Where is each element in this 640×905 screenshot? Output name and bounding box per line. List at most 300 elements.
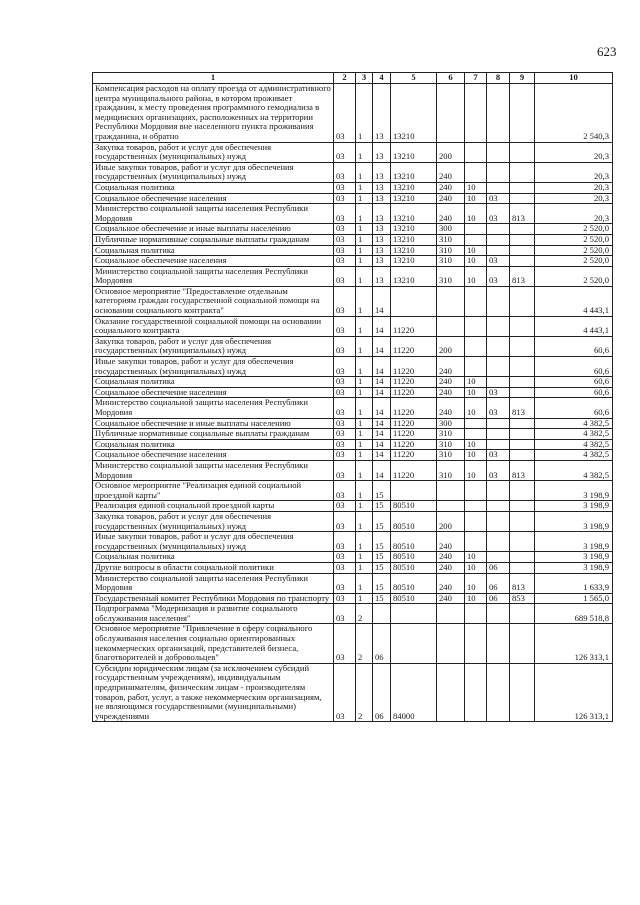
row-code-cell <box>487 286 510 316</box>
table-row <box>93 234 613 245</box>
table-row <box>93 604 613 624</box>
row-code-cell: 13210 <box>391 245 437 256</box>
row-name-cell: Закупка товаров, работ и услуг для обеспечения государственных (муниципальных) нужд <box>93 142 334 162</box>
row-code-cell: 03 <box>487 266 510 286</box>
row-code-cell: 10 <box>465 256 487 267</box>
row-code-cell: 06 <box>373 663 391 722</box>
row-amount-cell: 3 198,9 <box>535 511 613 531</box>
row-name-cell: Министерство социальной защиты населения Республики Мордовия <box>93 398 334 418</box>
row-amount-cell: 60,6 <box>535 377 613 388</box>
header-cell: 9 <box>510 73 535 84</box>
row-code-cell: 15 <box>373 593 391 604</box>
row-code-cell <box>510 142 535 162</box>
row-code-cell: 1 <box>356 387 373 398</box>
table-row <box>93 256 613 267</box>
row-amount-cell: 3 198,9 <box>535 501 613 512</box>
row-code-cell <box>437 481 465 501</box>
row-code-cell: 03 <box>334 286 356 316</box>
row-code-cell: 06 <box>373 624 391 663</box>
row-code-cell: 1 <box>356 562 373 573</box>
row-code-cell: 14 <box>373 387 391 398</box>
row-code-cell: 14 <box>373 316 391 336</box>
row-code-cell: 13210 <box>391 224 437 235</box>
table-row <box>93 182 613 193</box>
table-row <box>93 450 613 461</box>
row-code-cell: 14 <box>373 336 391 356</box>
row-code-cell: 1 <box>356 336 373 356</box>
row-code-cell: 15 <box>373 501 391 512</box>
table-row <box>93 266 613 286</box>
row-code-cell <box>391 604 437 624</box>
row-code-cell: 03 <box>334 439 356 450</box>
row-code-cell: 13210 <box>391 142 437 162</box>
row-amount-cell: 60,6 <box>535 387 613 398</box>
row-code-cell: 240 <box>437 387 465 398</box>
row-code-cell: 853 <box>510 593 535 604</box>
row-amount-cell: 4 382,5 <box>535 429 613 440</box>
row-code-cell: 10 <box>465 450 487 461</box>
row-code-cell: 14 <box>373 450 391 461</box>
row-code-cell: 80510 <box>391 562 437 573</box>
row-amount-cell: 60,6 <box>535 357 613 377</box>
row-name-cell: Социальная политика <box>93 439 334 450</box>
row-code-cell: 03 <box>487 204 510 224</box>
row-amount-cell: 60,6 <box>535 336 613 356</box>
row-code-cell <box>465 532 487 552</box>
row-code-cell: 1 <box>356 224 373 235</box>
row-name-cell: Компенсация расходов на оплату проезда от административного центра муниципального района, в котором проживает гражданин, к месту проведения программного гемодиализа в медицинских организациях, расположенных на территории Республики Мордовия вне населенного пункта проживания гражданина, и обратно <box>93 84 334 143</box>
table-row <box>93 357 613 377</box>
row-code-cell <box>510 234 535 245</box>
row-code-cell: 03 <box>334 256 356 267</box>
row-code-cell: 1 <box>356 501 373 512</box>
row-name-cell: Социальное обеспечение и иные выплаты населению <box>93 224 334 235</box>
row-code-cell: 10 <box>465 562 487 573</box>
row-name-cell: Основное мероприятие "Реализация единой социальной проездной карты" <box>93 481 334 501</box>
row-amount-cell: 20,3 <box>535 182 613 193</box>
row-amount-cell: 3 198,9 <box>535 552 613 563</box>
row-code-cell: 03 <box>334 182 356 193</box>
row-code-cell <box>487 481 510 501</box>
row-code-cell: 03 <box>334 357 356 377</box>
row-code-cell: 14 <box>373 429 391 440</box>
row-code-cell: 240 <box>437 532 465 552</box>
row-code-cell: 11220 <box>391 398 437 418</box>
row-code-cell: 03 <box>334 234 356 245</box>
row-code-cell <box>487 224 510 235</box>
row-code-cell: 03 <box>334 429 356 440</box>
row-code-cell: 310 <box>437 245 465 256</box>
row-code-cell: 03 <box>334 573 356 593</box>
row-code-cell: 03 <box>334 460 356 480</box>
row-code-cell: 03 <box>487 387 510 398</box>
row-code-cell: 1 <box>356 256 373 267</box>
row-code-cell: 2 <box>356 604 373 624</box>
row-code-cell: 1 <box>356 573 373 593</box>
row-code-cell: 1 <box>356 398 373 418</box>
row-name-cell: Министерство социальной защиты населения Республики Мордовия <box>93 573 334 593</box>
row-code-cell <box>487 501 510 512</box>
row-code-cell: 240 <box>437 398 465 418</box>
row-code-cell: 1 <box>356 460 373 480</box>
row-name-cell: Реализация единой социальной проездной карты <box>93 501 334 512</box>
row-amount-cell: 4 382,5 <box>535 460 613 480</box>
row-code-cell: 03 <box>487 450 510 461</box>
row-code-cell: 13 <box>373 182 391 193</box>
row-code-cell: 11220 <box>391 429 437 440</box>
row-code-cell: 813 <box>510 460 535 480</box>
row-code-cell: 11220 <box>391 357 437 377</box>
row-code-cell: 84000 <box>391 663 437 722</box>
header-cell: 4 <box>373 73 391 84</box>
header-cell: 3 <box>356 73 373 84</box>
row-code-cell <box>510 532 535 552</box>
row-code-cell: 1 <box>356 162 373 182</box>
row-name-cell: Государственный комитет Республики Мордовия по транспорту <box>93 593 334 604</box>
row-amount-cell: 1 565,0 <box>535 593 613 604</box>
row-code-cell: 14 <box>373 377 391 388</box>
row-code-cell: 1 <box>356 357 373 377</box>
table-row <box>93 460 613 480</box>
row-name-cell: Публичные нормативные социальные выплаты гражданам <box>93 429 334 440</box>
row-code-cell <box>487 511 510 531</box>
row-code-cell: 15 <box>373 552 391 563</box>
row-code-cell: 10 <box>465 193 487 204</box>
row-code-cell: 1 <box>356 84 373 143</box>
row-code-cell <box>437 624 465 663</box>
row-code-cell: 03 <box>334 562 356 573</box>
row-amount-cell: 4 382,5 <box>535 418 613 429</box>
row-code-cell: 200 <box>437 511 465 531</box>
row-code-cell: 03 <box>334 398 356 418</box>
row-amount-cell: 20,3 <box>535 204 613 224</box>
table-row <box>93 593 613 604</box>
row-code-cell <box>510 481 535 501</box>
row-code-cell <box>487 162 510 182</box>
budget-table <box>92 72 613 722</box>
row-code-cell <box>465 501 487 512</box>
row-code-cell <box>510 336 535 356</box>
row-code-cell: 240 <box>437 193 465 204</box>
row-code-cell: 13 <box>373 266 391 286</box>
row-code-cell: 240 <box>437 562 465 573</box>
row-code-cell <box>437 501 465 512</box>
row-code-cell: 240 <box>437 204 465 224</box>
row-code-cell <box>391 624 437 663</box>
row-code-cell <box>465 84 487 143</box>
header-cell: 2 <box>334 73 356 84</box>
row-code-cell: 03 <box>334 162 356 182</box>
row-code-cell: 240 <box>437 162 465 182</box>
row-code-cell: 310 <box>437 234 465 245</box>
row-code-cell <box>373 604 391 624</box>
table-row <box>93 316 613 336</box>
row-code-cell <box>510 387 535 398</box>
row-name-cell: Основное мероприятие "Предоставление отдельным категориям граждан государственной социальной помощи на основании социального контракта" <box>93 286 334 316</box>
row-code-cell <box>510 552 535 563</box>
row-code-cell: 310 <box>437 460 465 480</box>
row-code-cell: 10 <box>465 245 487 256</box>
row-code-cell: 10 <box>465 266 487 286</box>
row-name-cell: Социальное обеспечение и иные выплаты населению <box>93 418 334 429</box>
table-row <box>93 562 613 573</box>
row-code-cell <box>510 429 535 440</box>
row-amount-cell: 20,3 <box>535 193 613 204</box>
row-code-cell: 03 <box>334 193 356 204</box>
row-code-cell <box>465 357 487 377</box>
row-code-cell: 80510 <box>391 511 437 531</box>
table-row <box>93 224 613 235</box>
row-code-cell: 13210 <box>391 182 437 193</box>
row-code-cell <box>487 439 510 450</box>
row-code-cell: 03 <box>334 481 356 501</box>
row-amount-cell: 3 198,9 <box>535 532 613 552</box>
row-code-cell: 1 <box>356 511 373 531</box>
row-code-cell <box>465 142 487 162</box>
row-code-cell: 15 <box>373 573 391 593</box>
row-code-cell: 13210 <box>391 234 437 245</box>
row-code-cell: 13210 <box>391 204 437 224</box>
row-name-cell: Социальная политика <box>93 245 334 256</box>
row-name-cell: Социальное обеспечение населения <box>93 193 334 204</box>
row-code-cell: 10 <box>465 204 487 224</box>
row-code-cell <box>510 224 535 235</box>
row-code-cell: 200 <box>437 142 465 162</box>
row-amount-cell: 2 520,0 <box>535 245 613 256</box>
row-code-cell <box>391 286 437 316</box>
row-amount-cell: 2 540,3 <box>535 84 613 143</box>
row-code-cell <box>487 663 510 722</box>
row-code-cell: 10 <box>465 387 487 398</box>
row-code-cell <box>510 357 535 377</box>
row-code-cell: 240 <box>437 552 465 563</box>
table-body <box>93 84 613 722</box>
table-row <box>93 573 613 593</box>
row-code-cell <box>465 234 487 245</box>
row-code-cell: 300 <box>437 224 465 235</box>
row-code-cell <box>465 429 487 440</box>
table-row <box>93 336 613 356</box>
row-amount-cell: 4 443,1 <box>535 316 613 336</box>
row-code-cell <box>510 511 535 531</box>
row-code-cell: 11220 <box>391 460 437 480</box>
row-code-cell: 80510 <box>391 532 437 552</box>
row-code-cell: 80510 <box>391 552 437 563</box>
row-code-cell: 03 <box>487 193 510 204</box>
table-row <box>93 204 613 224</box>
row-code-cell: 1 <box>356 245 373 256</box>
row-code-cell <box>437 316 465 336</box>
row-code-cell: 10 <box>465 377 487 388</box>
row-code-cell: 03 <box>334 204 356 224</box>
row-code-cell: 03 <box>487 460 510 480</box>
row-code-cell <box>465 336 487 356</box>
row-amount-cell: 2 520,0 <box>535 266 613 286</box>
row-code-cell <box>391 481 437 501</box>
row-code-cell: 11220 <box>391 387 437 398</box>
row-code-cell <box>487 624 510 663</box>
row-code-cell: 240 <box>437 357 465 377</box>
row-code-cell: 03 <box>487 256 510 267</box>
row-code-cell: 10 <box>465 552 487 563</box>
row-code-cell <box>465 162 487 182</box>
row-code-cell <box>510 439 535 450</box>
header-cell: 8 <box>487 73 510 84</box>
row-name-cell: Оказание государственной социальной помощи на основании социального контракта <box>93 316 334 336</box>
row-code-cell: 03 <box>334 450 356 461</box>
row-code-cell: 14 <box>373 286 391 316</box>
row-amount-cell: 60,6 <box>535 398 613 418</box>
row-code-cell: 13 <box>373 84 391 143</box>
row-code-cell: 15 <box>373 511 391 531</box>
row-code-cell: 1 <box>356 418 373 429</box>
row-code-cell: 813 <box>510 398 535 418</box>
table-row <box>93 439 613 450</box>
row-amount-cell: 126 313,1 <box>535 663 613 722</box>
row-code-cell <box>465 224 487 235</box>
table-row <box>93 286 613 316</box>
row-name-cell: Министерство социальной защиты населения Республики Мордовия <box>93 460 334 480</box>
row-name-cell: Иные закупки товаров, работ и услуг для обеспечения государственных (муниципальных) нужд <box>93 162 334 182</box>
table-row <box>93 245 613 256</box>
row-code-cell: 1 <box>356 193 373 204</box>
row-code-cell: 813 <box>510 573 535 593</box>
row-amount-cell: 4 443,1 <box>535 286 613 316</box>
table-row <box>93 552 613 563</box>
row-code-cell: 13 <box>373 193 391 204</box>
row-code-cell: 13 <box>373 142 391 162</box>
row-code-cell <box>465 663 487 722</box>
header-cell: 7 <box>465 73 487 84</box>
row-code-cell: 2 <box>356 663 373 722</box>
row-code-cell: 14 <box>373 439 391 450</box>
row-name-cell: Министерство социальной защиты населения Республики Мордовия <box>93 204 334 224</box>
row-amount-cell: 4 382,5 <box>535 439 613 450</box>
row-code-cell: 1 <box>356 204 373 224</box>
row-name-cell: Основное мероприятие "Привлечение в сферу социального обслуживания населения социально ориентированных некоммерческих организаций, представителей бизнеса, благотворителей и добровольцев" <box>93 624 334 663</box>
row-name-cell: Социальная политика <box>93 377 334 388</box>
row-code-cell <box>487 552 510 563</box>
row-code-cell: 1 <box>356 182 373 193</box>
row-code-cell <box>510 162 535 182</box>
row-code-cell: 10 <box>465 573 487 593</box>
row-code-cell: 1 <box>356 142 373 162</box>
row-amount-cell: 689 518,8 <box>535 604 613 624</box>
row-amount-cell: 2 520,0 <box>535 234 613 245</box>
row-code-cell: 03 <box>334 377 356 388</box>
row-name-cell: Министерство социальной защиты населения Республики Мордовия <box>93 266 334 286</box>
row-code-cell: 03 <box>334 316 356 336</box>
row-code-cell: 80510 <box>391 501 437 512</box>
row-code-cell: 1 <box>356 532 373 552</box>
table-row <box>93 377 613 388</box>
row-code-cell: 03 <box>334 84 356 143</box>
row-code-cell: 1 <box>356 286 373 316</box>
row-code-cell: 13210 <box>391 256 437 267</box>
row-name-cell: Закупка товаров, работ и услуг для обеспечения государственных (муниципальных) нужд <box>93 511 334 531</box>
row-code-cell: 1 <box>356 450 373 461</box>
row-code-cell: 13 <box>373 224 391 235</box>
row-code-cell: 11220 <box>391 439 437 450</box>
row-amount-cell: 20,3 <box>535 142 613 162</box>
row-code-cell: 13 <box>373 234 391 245</box>
row-code-cell <box>487 84 510 143</box>
row-code-cell: 15 <box>373 532 391 552</box>
row-code-cell: 300 <box>437 418 465 429</box>
table-row <box>93 387 613 398</box>
row-code-cell: 03 <box>334 245 356 256</box>
row-code-cell <box>510 501 535 512</box>
row-code-cell: 03 <box>334 224 356 235</box>
row-code-cell <box>510 418 535 429</box>
row-code-cell: 13210 <box>391 266 437 286</box>
row-amount-cell: 3 198,9 <box>535 481 613 501</box>
row-name-cell: Социальное обеспечение населения <box>93 256 334 267</box>
row-amount-cell: 3 198,9 <box>535 562 613 573</box>
row-code-cell: 1 <box>356 593 373 604</box>
row-code-cell: 240 <box>437 573 465 593</box>
row-code-cell: 15 <box>373 562 391 573</box>
row-name-cell: Субсидии юридическим лицам (за исключением субсидий государственным учреждениям), индивидуальным предпринимателям, физическим лицам - производителям товаров, работ, услуг, а также некоммерческим организациям, не являющимся государственными (муниципальными) учреждениями <box>93 663 334 722</box>
row-code-cell <box>487 182 510 193</box>
row-code-cell: 06 <box>487 573 510 593</box>
row-code-cell: 13 <box>373 256 391 267</box>
row-code-cell: 14 <box>373 398 391 418</box>
row-code-cell: 03 <box>334 593 356 604</box>
table-row <box>93 511 613 531</box>
row-code-cell: 11220 <box>391 450 437 461</box>
row-code-cell: 1 <box>356 439 373 450</box>
row-amount-cell: 2 520,0 <box>535 256 613 267</box>
row-code-cell: 13210 <box>391 162 437 182</box>
row-code-cell: 813 <box>510 266 535 286</box>
row-name-cell: Социальная политика <box>93 182 334 193</box>
table-row <box>93 429 613 440</box>
row-code-cell: 813 <box>510 204 535 224</box>
row-code-cell <box>510 450 535 461</box>
row-code-cell <box>510 377 535 388</box>
row-code-cell: 03 <box>334 142 356 162</box>
row-code-cell: 310 <box>437 429 465 440</box>
row-code-cell <box>487 604 510 624</box>
header-cell: 6 <box>437 73 465 84</box>
row-code-cell: 240 <box>437 182 465 193</box>
row-code-cell <box>465 511 487 531</box>
row-code-cell: 03 <box>334 511 356 531</box>
page-number: 623 <box>597 44 617 59</box>
row-code-cell: 03 <box>334 387 356 398</box>
row-code-cell: 11220 <box>391 336 437 356</box>
table-row <box>93 193 613 204</box>
row-code-cell: 1 <box>356 266 373 286</box>
row-code-cell <box>510 84 535 143</box>
row-code-cell <box>510 316 535 336</box>
row-code-cell: 240 <box>437 377 465 388</box>
row-code-cell: 03 <box>334 604 356 624</box>
table-row <box>93 398 613 418</box>
row-code-cell: 1 <box>356 377 373 388</box>
row-code-cell <box>510 604 535 624</box>
row-code-cell <box>510 624 535 663</box>
row-name-cell: Социальное обеспечение населения <box>93 450 334 461</box>
row-code-cell <box>465 418 487 429</box>
row-amount-cell: 20,3 <box>535 162 613 182</box>
row-code-cell: 200 <box>437 336 465 356</box>
row-code-cell: 10 <box>465 398 487 418</box>
row-code-cell <box>437 286 465 316</box>
row-code-cell: 11220 <box>391 418 437 429</box>
row-code-cell: 10 <box>465 439 487 450</box>
